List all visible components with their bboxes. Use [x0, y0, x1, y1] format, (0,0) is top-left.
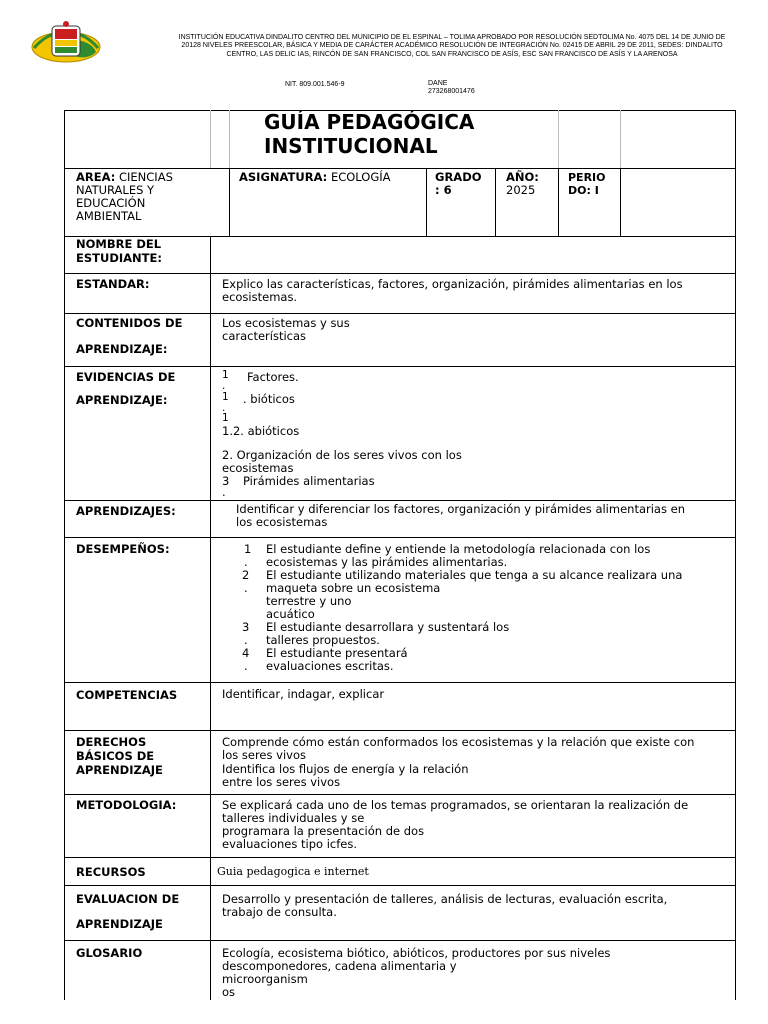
estandar-label: ESTANDAR:: [76, 277, 150, 291]
des-4a: El estudiante presentará: [266, 646, 408, 660]
dba-value-1: Comprende cómo están conformados los ecosistemas y la relación que existe con: [222, 735, 695, 749]
evaluacion-label-2: APRENDIZAJE: [76, 917, 163, 931]
metodologia-label: METODOLOGIA:: [76, 798, 177, 812]
des-2c: terrestre y uno: [266, 594, 352, 608]
title-line-2: INSTITUCIONAL: [264, 134, 438, 158]
metodologia-line-1: Se explicará cada uno de los temas programados, se orientaran la realización de: [222, 798, 689, 812]
des-1b: ecosistemas y las pirámides alimentarias.: [266, 555, 508, 569]
dba-label-3: APRENDIZAJE: [76, 763, 163, 777]
evaluacion-label-1: EVALUACION DE: [76, 892, 180, 906]
periodo-1: PERIO: [568, 171, 606, 184]
nombre-label-1: NOMBRE DEL: [76, 237, 162, 251]
glosario-label: GLOSARIO: [76, 946, 143, 960]
ev-text-2: . bióticos: [243, 392, 295, 406]
contenidos-value-1: Los ecosistemas y sus: [222, 316, 350, 330]
des-2a: El estudiante utilizando materiales que tenga a su alcance realizara una: [266, 568, 683, 582]
ev-text-5: ecosistemas: [222, 461, 294, 475]
des-4b: evaluaciones escritas.: [266, 659, 394, 673]
des-num-2: 2: [242, 568, 250, 582]
aprendizajes-label: APRENDIZAJES:: [76, 504, 176, 518]
des-num-4: 4: [242, 646, 250, 660]
dane-code: 273268001476: [428, 88, 475, 95]
ev-text-1: Factores.: [247, 370, 299, 384]
ev-dot-1: .: [222, 380, 226, 392]
dane-label: DANE: [428, 80, 448, 87]
dba-value-3: Identifica los flujos de energía y la relación: [222, 762, 469, 776]
metodologia-line-2: talleres individuales y se: [222, 811, 365, 825]
school-crest-icon: [30, 20, 102, 66]
aprendizajes-line-2: los ecosistemas: [236, 515, 328, 529]
asignatura-label: ASIGNATURA:: [239, 170, 328, 184]
estandar-line-2: ecosistemas.: [222, 290, 298, 304]
recursos-label: RECURSOS: [76, 865, 146, 879]
asignatura-value: ECOLOGÍA: [330, 170, 391, 184]
glosario-line-1: Ecología, ecosistema biótico, abióticos, productores por sus niveles: [222, 946, 611, 960]
dba-value-4: entre los seres vivos: [222, 775, 341, 789]
competencias-label: COMPETENCIAS: [76, 688, 178, 702]
title-line-1: GUÍA PEDAGÓGICA: [264, 110, 475, 134]
metodologia-line-3: programara la presentación de dos: [222, 824, 425, 838]
aprendizajes-line-1: Identificar y diferenciar los factores, organización y pirámides alimentarias en: [236, 502, 685, 516]
ev-text-3: 1.2. abióticos: [222, 424, 300, 438]
contenidos-label-1: CONTENIDOS DE: [76, 316, 183, 330]
metodologia-line-4: evaluaciones tipo icfes.: [222, 837, 358, 851]
grado-label-2: : 6: [435, 183, 452, 197]
dba-label-2: BÁSICOS DE: [76, 749, 155, 763]
ev-text-6: Pirámides alimentarias: [243, 474, 375, 488]
area-value-4: AMBIENTAL: [76, 209, 142, 223]
area-value-3: EDUCACIÓN: [76, 196, 146, 210]
des-dot-1: .: [244, 555, 248, 569]
des-num-3: 3: [242, 620, 250, 634]
page-title: [264, 110, 474, 158]
area-label: AREA:: [76, 170, 116, 184]
glosario-line-4: os: [222, 985, 236, 999]
area-value-2: NATURALES Y: [76, 183, 155, 197]
evaluacion-value-1: Desarrollo y presentación de talleres, análisis de lecturas, evaluación escrita,: [222, 892, 668, 906]
des-dot-4: .: [244, 659, 248, 673]
ev-dot-2: .: [222, 402, 226, 414]
des-2b: maqueta sobre un ecosistema: [266, 581, 441, 595]
ev-dot-6: .: [222, 485, 226, 499]
competencias-value: Identificar, indagar, explicar: [222, 687, 385, 701]
des-2d: acuático: [266, 607, 315, 621]
ev-num-6: 3: [222, 474, 230, 488]
evidencias-label-1: EVIDENCIAS DE: [76, 370, 176, 384]
nombre-label-2: ESTUDIANTE:: [76, 251, 162, 265]
institution-header: INSTITUCIÓN EDUCATIVA DINDALITO CENTRO DEL MUNICIPIO DE EL ESPINAL – TOLIMA APROBADO POR RESOLUCIÓN SEDTOLIMA No. 4075 DEL 14 DE JUNIO DE 20128 NIVELES PREESCOLAR, BÁSICA Y MEDIA DE CARÁCTER ACADÉMICO RESOLUCIÓN DE INTEGRACIÓN No. 02415 DE ABRIL 29 DE 2011, SEDES: DINDALITO CENTRO, LAS DELIC IAS, RINCÓN DE SAN FRANCISCO, COL SAN FRANCISCO DE ASÍS, ESC SAN FRANCISCO DE ASÍS Y LA ARENOSA: [178, 34, 726, 58]
estandar-line-1: Explico las características, factores, organización, pirámides alimentarias en los: [222, 277, 683, 291]
ev-text-4: 2. Organización de los seres vivos con los: [222, 448, 462, 462]
anio-label: AÑO:: [506, 170, 539, 184]
des-1a: El estudiante define y entiende la metodología relacionada con los: [266, 542, 651, 556]
des-3a: El estudiante desarrollara y sustentará los: [266, 620, 510, 634]
evidencias-label-2: APRENDIZAJE:: [76, 393, 168, 407]
glosario-line-3: microorganism: [222, 972, 308, 986]
des-num-1: 1: [244, 542, 252, 556]
grado-label-1: GRADO: [435, 170, 482, 184]
desempenos-label: DESEMPEÑOS:: [76, 542, 170, 556]
asignatura-cell: [239, 171, 391, 184]
des-dot-2: .: [244, 581, 248, 595]
recursos-value: Guia pedagogica e internet: [217, 865, 369, 878]
des-3b: talleres propuestos.: [266, 633, 380, 647]
evaluacion-value-2: trabajo de consulta.: [222, 905, 337, 919]
contenidos-label-2: APRENDIZAJE:: [76, 342, 168, 356]
anio-value: 2025: [506, 183, 536, 197]
glosario-line-2: descomponedores, cadena alimentaria y: [222, 959, 457, 973]
dba-value-2: los seres vivos: [222, 748, 306, 762]
dba-label-1: DERECHOS: [76, 735, 147, 749]
dane-block: [428, 80, 475, 96]
des-dot-3: .: [244, 633, 248, 647]
area-value-1: CIENCIAS: [118, 170, 173, 184]
ev-num-2: 1: [222, 391, 229, 403]
periodo-2: DO: I: [568, 184, 599, 197]
ev-num-3: 1: [222, 412, 229, 424]
contenidos-value-2: características: [222, 329, 307, 343]
nit-text: NIT. 809.001.546-9: [285, 81, 345, 88]
ev-num-1: 1: [222, 369, 229, 381]
